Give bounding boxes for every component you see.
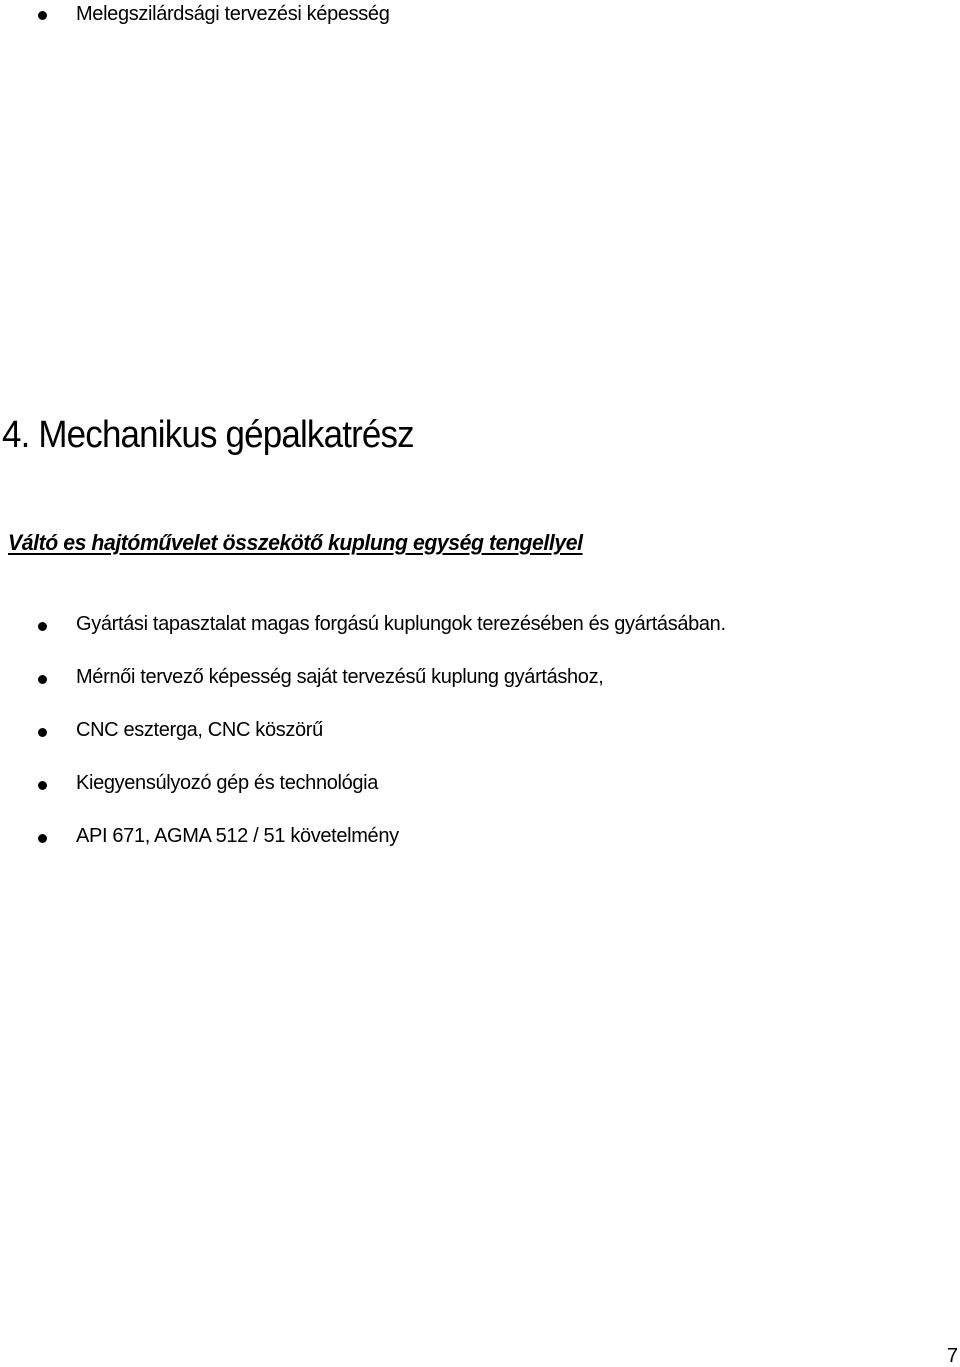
feature-list	[0, 612, 960, 877]
list-item-text: API 671, AGMA 512 / 51 követelmény	[76, 825, 399, 847]
list-item-text: Gyártási tapasztalat magas forgású kuplungok terezésében és gyártásában.	[76, 613, 726, 635]
bullet-icon	[38, 11, 47, 20]
list-item-text: Mérnői tervező képesség saját tervezésű kuplung gyártáshoz,	[76, 666, 604, 688]
list-item	[0, 665, 960, 718]
list-item-text: Kiegyensúlyozó gép és technológia	[76, 772, 379, 794]
bullet-icon	[38, 675, 47, 684]
list-item-text: Melegszilárdsági tervezési képesség	[76, 3, 390, 25]
bullet-icon	[38, 781, 47, 790]
bullet-icon	[38, 622, 47, 631]
section-title: 4. Mechanikus gépalkatrész	[2, 414, 414, 456]
bullet-icon	[38, 834, 47, 843]
section-subtitle: Váltó es hajtóművelet összekötő kuplung egység tengellyel	[8, 530, 583, 555]
bullet-icon	[38, 728, 47, 737]
page-number: 7	[946, 1345, 958, 1367]
list-item-text: CNC eszterga, CNC köszörű	[76, 719, 323, 741]
list-item	[0, 824, 960, 877]
list-item	[0, 771, 960, 824]
list-item	[0, 612, 960, 665]
list-item	[0, 718, 960, 771]
